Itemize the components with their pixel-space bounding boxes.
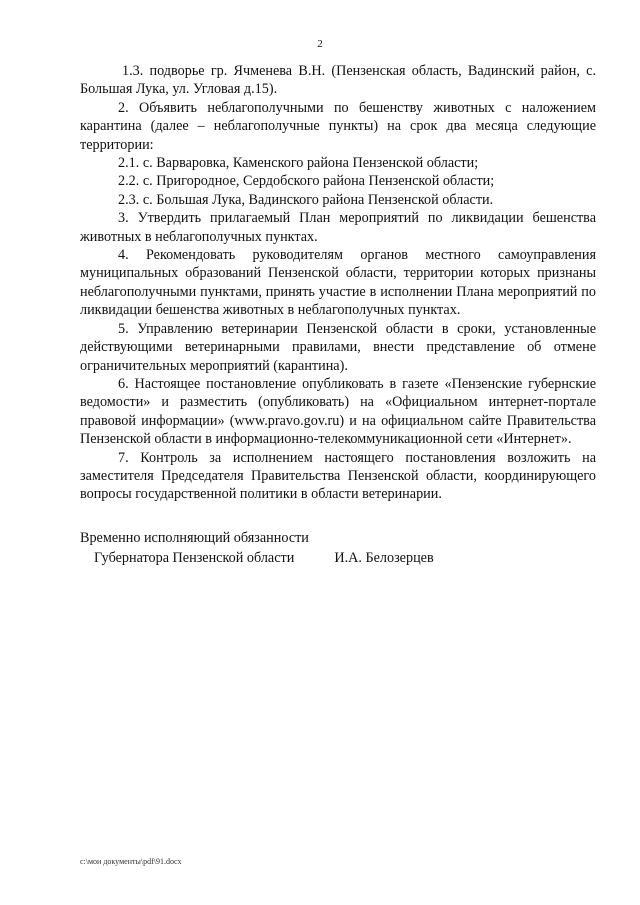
signature-block [80, 528, 600, 568]
paragraph-item-2: 2. Объявить неблагополучными по бешенству животных с наложением карантина (далее – неблагополучные пункты) на срок два месяца следующие территории: [80, 99, 596, 153]
paragraph-item-4: 4. Рекомендовать руководителям органов местного самоуправления муниципальных образований Пензенской области, территории которых признаны неблагополучными пунктами, принять участие в исполнении Плана мероприятий по ликвидации бешенства животных в неблагополучных пунктах. [80, 247, 596, 319]
paragraph-item-2-1: 2.1. с. Варваровка, Каменского района Пензенской области; [118, 155, 479, 172]
signatory-title-line1: Временно исполняющий обязанности [80, 530, 309, 546]
paragraph-item-1-3: 1.3. подворье гр. Ячменева В.Н. (Пензенская область, Вадинский район, с. Большая Лука, ул. Угловая д.15). [80, 63, 596, 98]
signatory-title-line2-text: Губернатора Пензенской области [94, 550, 295, 566]
paragraph-item-7: 7. Контроль за исполнением настоящего постановления возложить на заместителя Председателя Правительства Пензенской области, координирующего вопросы государственной политики в области ветеринарии. [80, 449, 596, 503]
page-number: 2 [317, 38, 323, 50]
document-body [80, 62, 596, 504]
paragraph-item-5: 5. Управлению ветеринарии Пензенской области в сроки, установленные действующими ветеринарными правилами, внести представление об отмене ограничительных мероприятий (карантина). [80, 320, 596, 374]
paragraph-item-3: 3. Утвердить прилагаемый План мероприятий по ликвидации бешенства животных в неблагополучных пунктах. [80, 210, 596, 245]
signatory-title-line2 [80, 548, 600, 568]
paragraph-item-6: 6. Настоящее постановление опубликовать в газете «Пензенские губернские ведомости» и разместить (опубликовать) на «Официальном интернет-портале правовой информации» (www.pravo.gov.ru) и на официальном сайте Правительства Пензенской области в информационно-телекоммуникационной сети «Интернет». [80, 375, 596, 448]
signatory-name: И.А. Белозерцев [334, 550, 434, 566]
paragraph-item-2-3: 2.3. с. Большая Лука, Вадинского района Пензенской области. [118, 191, 494, 208]
footer-file-path: c:\мои документы\pdf\91.docx [80, 857, 182, 866]
paragraph-item-2-2: 2.2. с. Пригородное, Сердобского района Пензенской области; [118, 173, 495, 190]
